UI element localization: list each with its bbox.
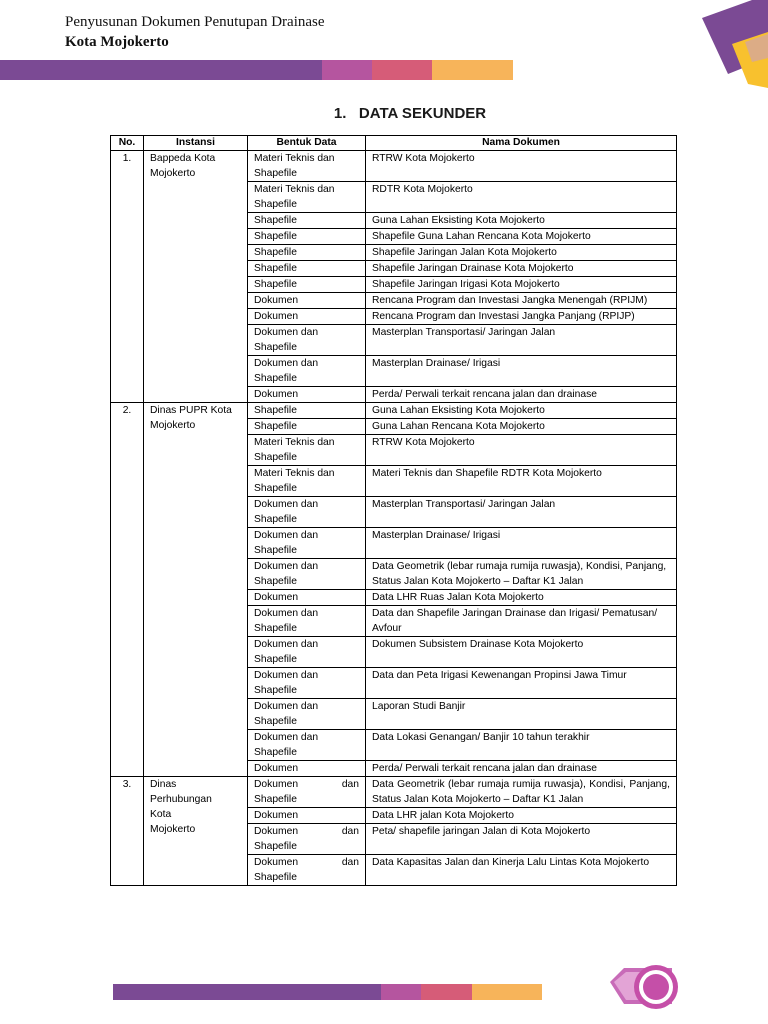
cell-bentuk-data: Materi Teknis dan Shapefile	[248, 435, 366, 466]
cell-nama-dokumen: Data LHR jalan Kota Mojokerto	[366, 808, 677, 824]
cell-bentuk-data: Dokumen dan Shapefile	[248, 559, 366, 590]
cell-nama-dokumen: Guna Lahan Rencana Kota Mojokerto	[366, 419, 677, 435]
cell-bentuk-data: Shapefile	[248, 261, 366, 277]
cell-nama-dokumen: Perda/ Perwali terkait rencana jalan dan drainase	[366, 761, 677, 777]
cell-bentuk-data: Dokumen	[248, 387, 366, 403]
cell-bentuk-data: Materi Teknis dan Shapefile	[248, 151, 366, 182]
table-row	[111, 777, 677, 808]
cell-nama-dokumen: Data Lokasi Genangan/ Banjir 10 tahun terakhir	[366, 730, 677, 761]
header-city-name: Kota Mojokerto	[65, 34, 169, 50]
cell-bentuk-data: Dokumen	[248, 309, 366, 325]
column-header-no: No.	[111, 136, 144, 151]
cell-bentuk-data: Dokumen dan Shapefile	[248, 497, 366, 528]
secondary-data-table	[110, 135, 677, 886]
cell-bentuk-data: Shapefile	[248, 419, 366, 435]
cell-nama-dokumen: Data Geometrik (lebar rumaja rumija ruwasja), Kondisi, Panjang, Status Jalan Kota Mojokerto – Daftar K1 Jalan	[366, 777, 677, 808]
cell-nama-dokumen: Data dan Shapefile Jaringan Drainase dan Irigasi/ Pematusan/ Avfour	[366, 606, 677, 637]
cell-nama-dokumen: RTRW Kota Mojokerto	[366, 151, 677, 182]
corner-logo-icon	[0, 0, 768, 100]
cell-bentuk-data: Dokumen dan Shapefile	[248, 606, 366, 637]
header-document-title: Penyusunan Dokumen Penutupan Drainase	[65, 14, 325, 30]
column-header-instansi: Instansi	[144, 136, 248, 151]
column-header-nama-dokumen: Nama Dokumen	[366, 136, 677, 151]
cell-bentuk-data: Shapefile	[248, 245, 366, 261]
cell-bentuk-data: Dokumen dan Shapefile	[248, 824, 366, 855]
cell-nama-dokumen: Masterplan Drainase/ Irigasi	[366, 528, 677, 559]
table-row	[111, 151, 677, 182]
cell-bentuk-data: Dokumen	[248, 761, 366, 777]
column-header-bentuk-data: Bentuk Data	[248, 136, 366, 151]
cell-bentuk-data: Shapefile	[248, 403, 366, 419]
cell-no: 3.	[111, 777, 144, 886]
cell-nama-dokumen: Masterplan Transportasi/ Jaringan Jalan	[366, 325, 677, 356]
table-header-row	[111, 136, 677, 151]
cell-bentuk-data: Dokumen dan Shapefile	[248, 356, 366, 387]
cell-nama-dokumen: Data LHR Ruas Jalan Kota Mojokerto	[366, 590, 677, 606]
cell-bentuk-data: Shapefile	[248, 229, 366, 245]
cell-nama-dokumen: Shapefile Guna Lahan Rencana Kota Mojokerto	[366, 229, 677, 245]
section-title-text: DATA SEKUNDER	[358, 105, 487, 122]
cell-nama-dokumen: Data dan Peta Irigasi Kewenangan Propinsi Jawa Timur	[366, 668, 677, 699]
cell-bentuk-data: Materi Teknis dan Shapefile	[248, 466, 366, 497]
cell-no: 2.	[111, 403, 144, 777]
cell-nama-dokumen: Shapefile Jaringan Irigasi Kota Mojokerto	[366, 277, 677, 293]
section-number: 1.	[333, 105, 347, 122]
cell-bentuk-data: Shapefile	[248, 213, 366, 229]
cell-nama-dokumen: Laporan Studi Banjir	[366, 699, 677, 730]
table-row	[111, 403, 677, 419]
cell-nama-dokumen: Materi Teknis dan Shapefile RDTR Kota Mojokerto	[366, 466, 677, 497]
cell-nama-dokumen: Masterplan Transportasi/ Jaringan Jalan	[366, 497, 677, 528]
cell-nama-dokumen: Data Kapasitas Jalan dan Kinerja Lalu Lintas Kota Mojokerto	[366, 855, 677, 886]
cell-bentuk-data: Dokumen dan Shapefile	[248, 777, 366, 808]
cell-bentuk-data: Dokumen	[248, 590, 366, 606]
cell-instansi: Bappeda Kota Mojokerto	[144, 151, 248, 403]
cell-bentuk-data: Materi Teknis dan Shapefile	[248, 182, 366, 213]
cell-bentuk-data: Shapefile	[248, 277, 366, 293]
cell-bentuk-data: Dokumen	[248, 293, 366, 309]
cell-no: 1.	[111, 151, 144, 403]
cell-nama-dokumen: Dokumen Subsistem Drainase Kota Mojokerto	[366, 637, 677, 668]
footer-badge-icon	[0, 960, 768, 1024]
cell-instansi: Dinas Perhubungan Kota Mojokerto	[144, 777, 248, 886]
cell-bentuk-data: Dokumen dan Shapefile	[248, 668, 366, 699]
table-body	[111, 151, 677, 886]
cell-nama-dokumen: Guna Lahan Eksisting Kota Mojokerto	[366, 213, 677, 229]
cell-nama-dokumen: Rencana Program dan Investasi Jangka Menengah (RPIJM)	[366, 293, 677, 309]
cell-nama-dokumen: Rencana Program dan Investasi Jangka Panjang (RPIJP)	[366, 309, 677, 325]
section-title	[0, 105, 768, 122]
cell-nama-dokumen: Data Geometrik (lebar rumaja rumija ruwasja), Kondisi, Panjang, Status Jalan Kota Mojokerto – Daftar K1 Jalan	[366, 559, 677, 590]
cell-nama-dokumen: RDTR Kota Mojokerto	[366, 182, 677, 213]
cell-bentuk-data: Dokumen dan Shapefile	[248, 325, 366, 356]
cell-nama-dokumen: RTRW Kota Mojokerto	[366, 435, 677, 466]
cell-bentuk-data: Dokumen dan Shapefile	[248, 855, 366, 886]
cell-bentuk-data: Dokumen dan Shapefile	[248, 637, 366, 668]
cell-nama-dokumen: Perda/ Perwali terkait rencana jalan dan drainase	[366, 387, 677, 403]
cell-nama-dokumen: Shapefile Jaringan Drainase Kota Mojokerto	[366, 261, 677, 277]
cell-nama-dokumen: Guna Lahan Eksisting Kota Mojokerto	[366, 403, 677, 419]
cell-bentuk-data: Dokumen dan Shapefile	[248, 730, 366, 761]
cell-instansi: Dinas PUPR Kota Mojokerto	[144, 403, 248, 777]
cell-bentuk-data: Dokumen dan Shapefile	[248, 528, 366, 559]
cell-nama-dokumen: Masterplan Drainase/ Irigasi	[366, 356, 677, 387]
cell-nama-dokumen: Peta/ shapefile jaringan Jalan di Kota Mojokerto	[366, 824, 677, 855]
cell-nama-dokumen: Shapefile Jaringan Jalan Kota Mojokerto	[366, 245, 677, 261]
cell-bentuk-data: Dokumen	[248, 808, 366, 824]
cell-bentuk-data: Dokumen dan Shapefile	[248, 699, 366, 730]
